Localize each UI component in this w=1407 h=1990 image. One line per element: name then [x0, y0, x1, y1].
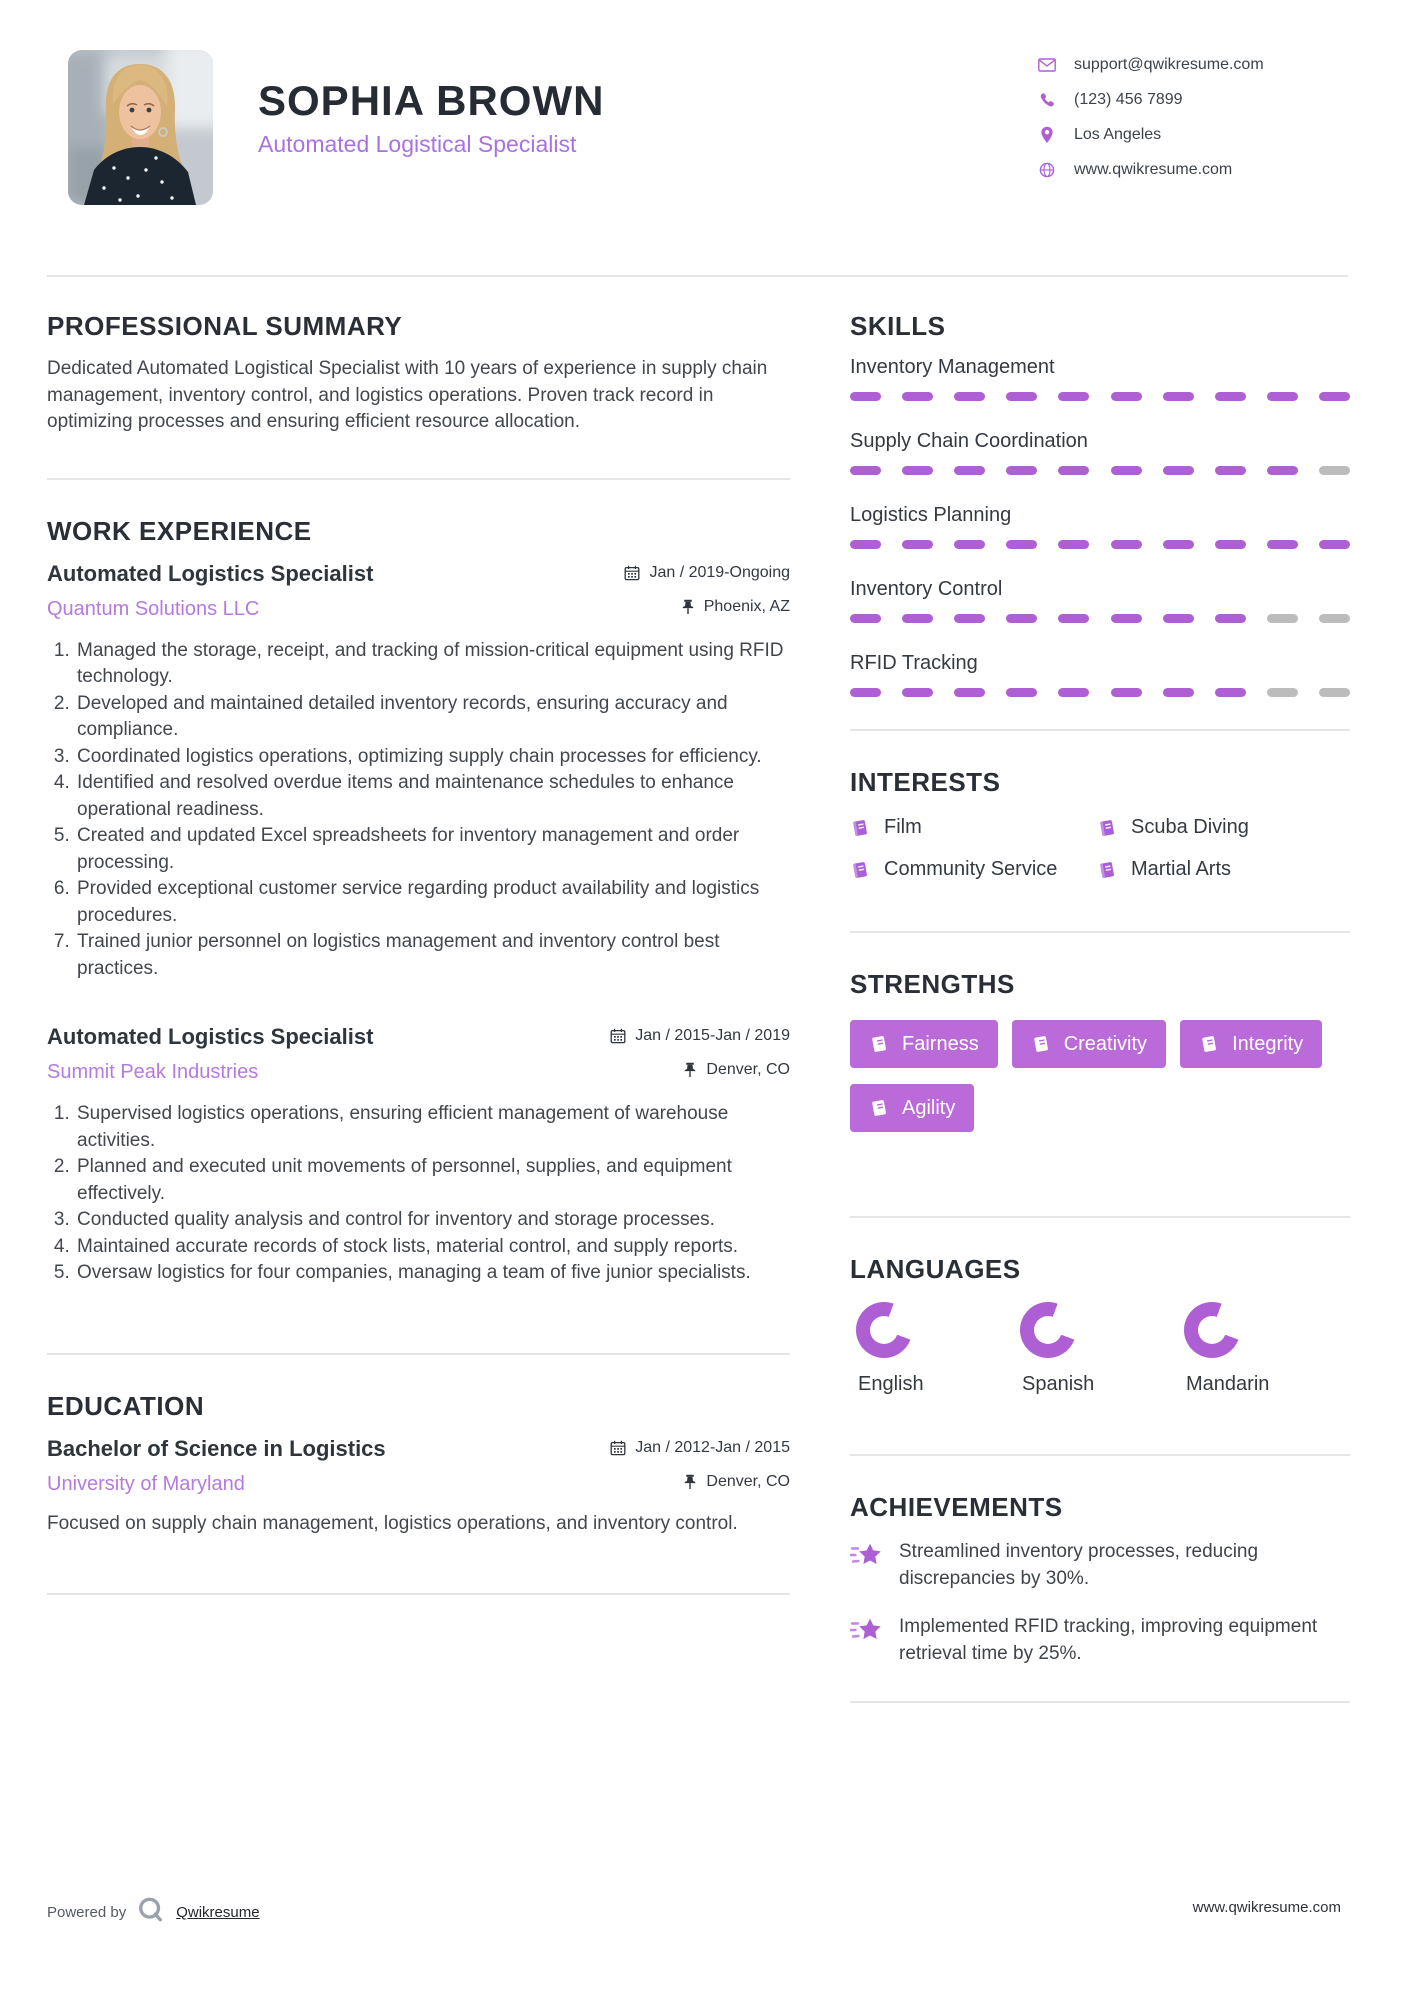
skill-dash	[1058, 688, 1089, 697]
skill-item	[850, 356, 1350, 401]
language-label: English	[858, 1373, 924, 1395]
calendar-icon	[610, 1440, 626, 1456]
job-bullet: 2. Developed and maintained detailed inventory records, ensuring accuracy and compliance.	[75, 691, 790, 744]
skill-dash	[954, 466, 985, 475]
pushpin-icon	[683, 1062, 697, 1078]
education-school: University of Maryland	[47, 1472, 245, 1495]
book-icon	[869, 1034, 889, 1054]
job-bullet: 3. Conducted quality analysis and control for inventory and storage processes.	[75, 1207, 790, 1234]
skill-dash	[902, 392, 933, 401]
book-icon	[1199, 1034, 1219, 1054]
skill-dash	[954, 688, 985, 697]
book-icon	[1097, 860, 1117, 880]
skill-dash	[1215, 688, 1246, 697]
contact-list	[1038, 56, 1348, 196]
skill-dash	[1319, 466, 1350, 475]
achievement-item	[850, 1614, 1350, 1667]
qwikresume-logo-icon	[137, 1896, 165, 1929]
interest-item	[1097, 858, 1350, 881]
education-location: Denver, CO	[706, 1472, 790, 1490]
job-bullet: 2. Planned and executed unit movements of personnel, supplies, and equipment effectively.	[75, 1154, 790, 1207]
email-icon	[1038, 56, 1056, 74]
summary-text: Dedicated Automated Logistical Specialist with 10 years of experience in supply chain management, inventory control, and logistics operations. Proven track record in optimizing processes and ensuring efficient resource allocation.	[47, 358, 768, 432]
pushpin-icon	[681, 599, 695, 615]
job-bullet: 4. Maintained accurate records of stock lists, material control, and supply reports.	[75, 1234, 790, 1261]
strength-badge	[850, 1020, 998, 1068]
skill-name: Inventory Management	[850, 356, 1055, 378]
job-bullet: 1. Supervised logistics operations, ensuring efficient management of warehouse activities.	[75, 1101, 790, 1154]
calendar-icon	[624, 565, 640, 581]
job-bullet: 4. Identified and resolved overdue items and maintenance schedules to enhance operational readiness.	[75, 770, 790, 823]
skill-dash	[1267, 466, 1298, 475]
language-level-donut	[856, 1302, 912, 1358]
language-label: Spanish	[1022, 1373, 1095, 1395]
language-item	[1014, 1302, 1178, 1396]
strength-badge	[1180, 1020, 1322, 1068]
skill-dash	[1215, 614, 1246, 623]
job-bullet: 5. Created and updated Excel spreadsheets for inventory management and order processing.	[75, 823, 790, 876]
language-item	[1178, 1302, 1342, 1396]
section-divider	[850, 729, 1350, 731]
skill-dash	[902, 688, 933, 697]
skill-level-bar	[850, 614, 1350, 623]
skill-dash	[850, 614, 881, 623]
skill-name: Inventory Control	[850, 578, 1003, 600]
globe-icon	[1038, 161, 1056, 179]
achievements-list	[850, 1539, 1350, 1667]
interest-item	[850, 816, 1097, 839]
skill-dash	[850, 392, 881, 401]
skill-dash	[1163, 688, 1194, 697]
interest-label: Scuba Diving	[1131, 816, 1249, 838]
skill-dash	[1163, 466, 1194, 475]
person-title: Automated Logistical Specialist	[258, 131, 577, 158]
strengths-list	[850, 1020, 1350, 1148]
right-column	[850, 275, 1350, 1703]
skill-dash	[954, 614, 985, 623]
job-location: Phoenix, AZ	[703, 597, 790, 615]
interests-heading: INTERESTS	[850, 767, 1001, 797]
skill-dash	[1058, 392, 1089, 401]
education-description: Focused on supply chain management, logistics operations, and inventory control.	[47, 1512, 738, 1534]
degree-title: Bachelor of Science in Logistics	[47, 1435, 386, 1461]
job-company: Summit Peak Industries	[47, 1061, 259, 1083]
language-level-donut	[1184, 1302, 1240, 1358]
strength-label: Creativity	[1063, 1032, 1148, 1055]
job-bullet: 7. Trained junior personnel on logistics management and inventory control best practices.	[75, 929, 790, 982]
skill-dash	[1319, 688, 1350, 697]
job-title: Automated Logistics Specialist	[47, 560, 374, 586]
skill-dash	[902, 466, 933, 475]
strength-badge	[850, 1084, 974, 1132]
powered-by-label: Powered by	[47, 1904, 127, 1921]
interest-item	[1097, 816, 1350, 839]
strength-label: Agility	[902, 1096, 956, 1119]
contact-row-phone	[1038, 91, 1348, 109]
skill-dash	[1006, 614, 1037, 623]
book-icon	[850, 860, 870, 880]
interest-label: Film	[884, 816, 922, 838]
skill-dash	[1319, 540, 1350, 549]
job-company: Quantum Solutions LLC	[47, 597, 260, 620]
skill-dash	[850, 688, 881, 697]
pushpin-icon	[683, 1474, 697, 1490]
job-entry-2	[47, 1024, 790, 1287]
qwikresume-link[interactable]: Qwikresume	[176, 1904, 260, 1921]
skill-dash	[1111, 392, 1142, 401]
education-entry	[47, 1436, 790, 1538]
book-icon	[869, 1098, 889, 1118]
job-bullet-list	[47, 638, 790, 983]
footer-website-link[interactable]: www.qwikresume.com	[1192, 1899, 1341, 1916]
skill-dash	[1163, 540, 1194, 549]
left-column	[47, 275, 790, 1595]
person-name: SOPHIA BROWN	[258, 77, 605, 124]
job-bullet: 3. Coordinated logistics operations, optimizing supply chain processes for efficiency.	[75, 744, 790, 771]
achievement-text: Implemented RFID tracking, improving equipment retrieval time by 25%.	[899, 1616, 1318, 1664]
contact-row-location	[1038, 126, 1348, 144]
education-dates: Jan / 2012-Jan / 2015	[635, 1438, 790, 1456]
skill-name: Supply Chain Coordination	[850, 430, 1088, 452]
skill-dash	[850, 466, 881, 475]
strength-label: Integrity	[1232, 1032, 1304, 1055]
skills-heading: SKILLS	[850, 311, 946, 341]
language-label: Mandarin	[1186, 1373, 1270, 1395]
skill-dash	[1058, 466, 1089, 475]
languages-heading: LANGUAGES	[850, 1254, 1021, 1284]
strength-label: Fairness	[902, 1032, 979, 1055]
skill-dash	[1058, 540, 1089, 549]
section-divider	[850, 931, 1350, 933]
job-bullet: 1. Managed the storage, receipt, and tracking of mission-critical equipment using RFID technology.	[75, 638, 790, 691]
interest-label: Community Service	[884, 858, 1058, 880]
section-divider	[47, 478, 790, 480]
profile-photo	[68, 50, 213, 205]
skill-dash	[1006, 466, 1037, 475]
skill-dash	[1006, 540, 1037, 549]
job-bullet: 5. Oversaw logistics for four companies, managing a team of five junior specialists.	[75, 1260, 790, 1287]
section-divider	[47, 1593, 790, 1595]
contact-row-website	[1038, 161, 1348, 179]
skill-dash	[850, 540, 881, 549]
header-name-block	[258, 78, 604, 158]
language-item	[850, 1302, 1014, 1396]
book-icon	[1031, 1034, 1051, 1054]
achievement-item	[850, 1539, 1350, 1592]
star-icon	[850, 1539, 882, 1592]
experience-heading: WORK EXPERIENCE	[47, 515, 312, 546]
calendar-icon	[610, 1028, 626, 1044]
interest-item	[850, 858, 1097, 881]
skill-dash	[954, 392, 985, 401]
skill-dash	[1267, 540, 1298, 549]
skill-level-bar	[850, 688, 1350, 697]
skill-dash	[1267, 688, 1298, 697]
skill-name: RFID Tracking	[850, 652, 978, 674]
skill-item	[850, 430, 1350, 475]
skill-dash	[902, 540, 933, 549]
book-icon	[850, 818, 870, 838]
section-divider	[850, 1454, 1350, 1456]
contact-website-text: www.qwikresume.com	[1074, 161, 1233, 178]
skill-dash	[1111, 540, 1142, 549]
contact-row-email	[1038, 56, 1348, 74]
job-title: Automated Logistics Specialist	[47, 1024, 374, 1049]
achievement-text: Streamlined inventory processes, reducing discrepancies by 30%.	[899, 1541, 1259, 1589]
profile-photo-art	[68, 50, 213, 205]
language-level-donut	[1020, 1302, 1076, 1358]
skill-dash	[1006, 688, 1037, 697]
skill-dash	[1215, 466, 1246, 475]
skill-dash	[1111, 688, 1142, 697]
job-location: Denver, CO	[706, 1061, 790, 1078]
interest-label: Martial Arts	[1131, 858, 1232, 880]
skill-dash	[1267, 614, 1298, 623]
contact-location-text: Los Angeles	[1074, 126, 1162, 143]
job-bullet-list	[47, 1101, 790, 1287]
section-divider	[47, 1353, 790, 1355]
skill-item	[850, 504, 1350, 549]
job-dates: Jan / 2015-Jan / 2019	[635, 1027, 790, 1044]
skill-level-bar	[850, 392, 1350, 401]
skill-dash	[1058, 614, 1089, 623]
skill-dash	[1111, 466, 1142, 475]
skill-dash	[1163, 392, 1194, 401]
location-icon	[1038, 126, 1056, 144]
strength-badge	[1012, 1020, 1166, 1068]
star-icon	[850, 1614, 882, 1667]
skill-dash	[1006, 392, 1037, 401]
contact-email-text: support@qwikresume.com	[1074, 56, 1264, 73]
footer-branding	[47, 1896, 260, 1929]
book-icon	[1097, 818, 1117, 838]
phone-icon	[1038, 91, 1056, 109]
skill-dash	[1111, 614, 1142, 623]
interests-list	[850, 816, 1350, 881]
section-divider	[850, 1701, 1350, 1703]
skill-item	[850, 652, 1350, 697]
job-bullet: 6. Provided exceptional customer service regarding product availability and logistics procedures.	[75, 876, 790, 929]
languages-list	[850, 1302, 1350, 1396]
skill-dash	[1267, 392, 1298, 401]
skill-dash	[1319, 614, 1350, 623]
section-divider	[850, 1216, 1350, 1218]
skill-dash	[1319, 392, 1350, 401]
achievements-heading: ACHIEVEMENTS	[850, 1492, 1063, 1522]
skill-dash	[902, 614, 933, 623]
skill-item	[850, 578, 1350, 623]
skill-level-bar	[850, 540, 1350, 549]
summary-heading: PROFESSIONAL SUMMARY	[47, 311, 403, 341]
skill-name: Logistics Planning	[850, 504, 1012, 526]
skill-dash	[1163, 614, 1194, 623]
job-entry-1	[47, 561, 790, 983]
skill-dash	[954, 540, 985, 549]
job-dates: Jan / 2019-Ongoing	[649, 563, 790, 581]
skill-level-bar	[850, 466, 1350, 475]
contact-phone-text: (123) 456 7899	[1074, 91, 1183, 108]
skill-dash	[1215, 540, 1246, 549]
education-heading: EDUCATION	[47, 1390, 205, 1421]
skill-dash	[1215, 392, 1246, 401]
strengths-heading: STRENGTHS	[850, 969, 1015, 999]
skills-list	[850, 356, 1350, 697]
